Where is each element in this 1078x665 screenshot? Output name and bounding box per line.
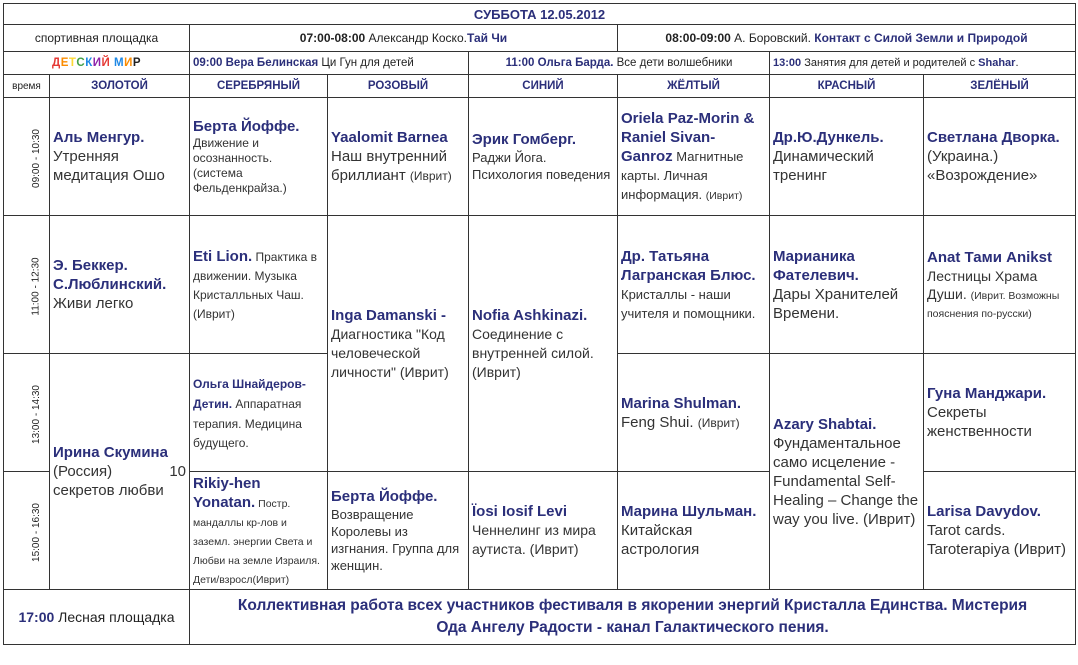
cell-lang: (Иврит. Возможны пояснения по-русски) [927, 290, 1060, 320]
cell-name: Marina Shulman. [621, 394, 742, 412]
slot-time-1 [4, 98, 50, 216]
logo-letter: Т [68, 57, 77, 69]
slot-time-4 [4, 472, 50, 590]
logo-letter: Д [51, 57, 61, 69]
closing-place: Лесная площадка [54, 609, 175, 625]
cell-text: Живи легко [53, 295, 134, 312]
cell-text: Диагностика "Код человеческой личности" (Иврит) [331, 325, 449, 380]
cell-name: Ïosi Iosif Levi [472, 503, 568, 520]
cell-text: Практика в движении. Музыка Кристалльных Чаш. (Иврит) [193, 249, 317, 321]
logo-letter: Й [101, 57, 111, 69]
cell-silver-1 [190, 98, 328, 216]
sports-row [4, 25, 1076, 52]
cell-name: Ольга Шнайдеров-Детин. [193, 376, 306, 411]
slot-time-3-label: 13:00 - 14:30 [30, 384, 42, 444]
sports-label: спортивная площадка [4, 25, 190, 52]
cell-text: Соединение с внутренней силой. (Иврит) [472, 325, 594, 380]
cell-silver-4 [190, 472, 328, 590]
cell-green-1 [924, 98, 1076, 216]
kids-row [4, 52, 1076, 75]
cell-pink-1 [328, 98, 469, 216]
cell-green-2 [924, 216, 1076, 354]
cell-yellow-2 [618, 216, 770, 354]
header-room-green: ЗЕЛЁНЫЙ [924, 75, 1076, 98]
sports-session-2-activity: Контакт с Силой Земли и Природой [814, 31, 1028, 45]
kids-session-2-person: Ольга Барда. [534, 57, 614, 69]
cell-text: Магнитные карты. Личная информация. [621, 149, 744, 202]
cell-count: 10 [169, 463, 186, 480]
sports-session-1-time: 07:00-08:00 [299, 31, 366, 45]
cell-gold-1 [50, 98, 190, 216]
logo-letter: К [85, 57, 93, 69]
cell-gold-2 [50, 216, 190, 354]
cell-name: Nofia Ashkinazi. [472, 306, 588, 324]
cell-yellow-1 [618, 98, 770, 216]
header-room-gold: ЗОЛОТОЙ [50, 75, 190, 98]
cell-name: Др. Татьяна Лагранская Блюс. [621, 247, 756, 284]
cell-lang: (Иврит) [705, 190, 743, 202]
slot-time-2 [4, 216, 50, 354]
logo-letter: И [124, 57, 133, 69]
cell-name: Марианика Фателевич. [773, 247, 859, 284]
cell-name: Larisa Davydov. [927, 503, 1041, 520]
kids-session-3-person: Shahar [978, 57, 1016, 69]
cell-green-4 [924, 472, 1076, 590]
closing-line-1: Коллективная работа всех участников фестиваля в якорении энергий Кристалла Единства. Мистерия [237, 597, 1028, 614]
cell-text: секретов любви [53, 482, 164, 499]
cell-text: Раджи Йога. Психология поведения [472, 150, 611, 182]
kids-session-3-tail: . [1015, 57, 1019, 69]
kids-session-3 [770, 52, 1076, 75]
cell-text: Лестницы Храма Души. [927, 268, 1038, 302]
cell-text: Динамический тренинг [773, 148, 874, 184]
kids-session-1-person: Вера Белинская [222, 57, 319, 69]
cell-origin: (Россия) [53, 463, 113, 480]
kids-world-logo [4, 52, 190, 75]
cell-blue-4 [469, 472, 618, 590]
cell-name: Др.Ю.Дункель. [773, 129, 884, 146]
cell-name: Э. Беккер. С.Люблинский. [53, 257, 167, 293]
cell-pink-4 [328, 472, 469, 590]
cell-name: Гуна Манджари. [927, 385, 1047, 402]
cell-name: Yaalomit Barnea [331, 129, 448, 146]
header-room-pink: РОЗОВЫЙ [328, 75, 469, 98]
cell-red-2 [770, 216, 924, 354]
cell-text: Фундаментальное само исцеление - Fundamental Self-Healing – Change the way you live. (Иврит) [773, 434, 919, 528]
cell-name: Аль Менгур. [53, 129, 145, 146]
header-time: время [4, 75, 50, 98]
slot-time-4-label: 15:00 - 16:30 [30, 502, 42, 562]
kids-session-2 [469, 52, 770, 75]
logo-letter: И [92, 57, 102, 69]
cell-name: Oriela Paz-Morin & Raniel Sivan-Ganroz [621, 110, 755, 165]
cell-red-1 [770, 98, 924, 216]
cell-text: Движение и осознанность. (система Фельденкрайза.) [193, 136, 287, 195]
cell-gold-3 [50, 354, 190, 590]
cell-name: Azary Shabtai. [773, 415, 877, 433]
cell-name: Светлана Дворка. [927, 129, 1060, 146]
closing-line-2: Ода Ангелу Радости - канал Галактического пения. [436, 619, 829, 636]
kids-session-2-activity: Все дети волшебники [613, 57, 733, 69]
sports-session-2-person: А. Боровский. [730, 31, 815, 45]
cell-text: Секреты женственности [927, 404, 1032, 440]
cell-yellow-4 [618, 472, 770, 590]
cell-red-3 [770, 354, 924, 590]
schedule-sheet [3, 3, 1075, 661]
cell-blue-2 [469, 216, 618, 472]
logo-letter: Р [132, 57, 141, 69]
cell-green-3 [924, 354, 1076, 472]
cell-silver-2 [190, 216, 328, 354]
sports-session-1-activity: Тай Чи [466, 31, 508, 45]
cell-text: (Украина.) «Возрождение» [927, 148, 1038, 184]
cell-pink-2 [328, 216, 469, 472]
kids-session-2-time: 11:00 [505, 57, 535, 69]
cell-text: Кристаллы - наши учителя и помощники. [621, 286, 756, 321]
cell-name: Inga Damanski - [331, 306, 447, 324]
cell-text: Китайская астрология [621, 522, 700, 558]
closing-row [4, 590, 1076, 645]
logo-letter: С [76, 57, 86, 69]
cell-silver-3 [190, 354, 328, 472]
kids-session-3-activity: Занятия для детей и родителей с [801, 57, 979, 69]
cell-name: Anat Тами Anikst [927, 249, 1052, 266]
logo-letter: Е [60, 57, 69, 69]
cell-text: Аппаратная терапия. Медицина будущего. [193, 396, 302, 450]
cell-name: Ирина Скумина [53, 444, 168, 461]
cell-text: Tarot cards. Taroterapiya (Иврит) [927, 522, 1067, 558]
closing-event [190, 590, 1076, 645]
cell-text: Постр. мандаллы кр-лов и заземл. энергии Света и Любви на земле Израиля. Дети/взросл(Иврит) [193, 497, 320, 586]
slot-time-3 [4, 354, 50, 472]
kids-session-1 [190, 52, 469, 75]
sports-session-2-time: 08:00-09:00 [665, 31, 731, 45]
cell-text: Feng Shui. [621, 413, 698, 431]
sports-session-1-person: Александр Коско. [365, 31, 467, 45]
kids-session-1-activity: Ци Гун для детей [318, 57, 414, 69]
kids-session-3-time: 13:00 [773, 57, 802, 69]
page-title: СУББОТА 12.05.2012 [4, 4, 1076, 25]
logo-letter: М [113, 57, 125, 69]
title-row [4, 4, 1076, 25]
cell-name: Марина Шульман. [621, 503, 757, 520]
cell-name: Rikiy-hen Yonatan. [193, 474, 261, 511]
slot-row-1 [4, 98, 1076, 216]
header-room-silver: СЕРЕБРЯНЫЙ [190, 75, 328, 98]
cell-name: Эрик Гомберг. [472, 131, 577, 148]
sports-session-1 [190, 25, 618, 52]
cell-name: Берта Йоффе. [193, 118, 300, 135]
slot-row-2 [4, 216, 1076, 354]
closing-time-place [4, 590, 190, 645]
cell-text: Наш внутренний бриллиант [331, 148, 448, 184]
cell-text: Возвращение Королевы из изгнания. Группа для женщин. [331, 507, 460, 573]
header-room-red: КРАСНЫЙ [770, 75, 924, 98]
cell-blue-1 [469, 98, 618, 216]
slot-time-2-label: 11:00 - 12:30 [30, 256, 42, 316]
cell-name: Eti Lion. [193, 247, 253, 265]
cell-yellow-3 [618, 354, 770, 472]
header-room-yellow: ЖЁЛТЫЙ [618, 75, 770, 98]
closing-time: 17:00 [18, 609, 55, 625]
schedule-table [3, 3, 1076, 645]
cell-name: Берта Йоффе. [331, 488, 438, 505]
sports-session-2 [618, 25, 1076, 52]
cell-lang: (Иврит) [409, 169, 452, 183]
header-row [4, 75, 1076, 98]
cell-text: Утренняя медитация Ошо [53, 148, 165, 184]
kids-session-1-time: 09:00 [193, 57, 223, 69]
slot-time-1-label: 09:00 - 10:30 [30, 128, 42, 188]
cell-text: Ченнелинг из мира аутиста. (Иврит) [472, 522, 596, 557]
header-room-blue: СИНИЙ [469, 75, 618, 98]
cell-lang: (Иврит) [697, 415, 740, 430]
cell-text: Дары Хранителей Времени. [773, 285, 899, 322]
